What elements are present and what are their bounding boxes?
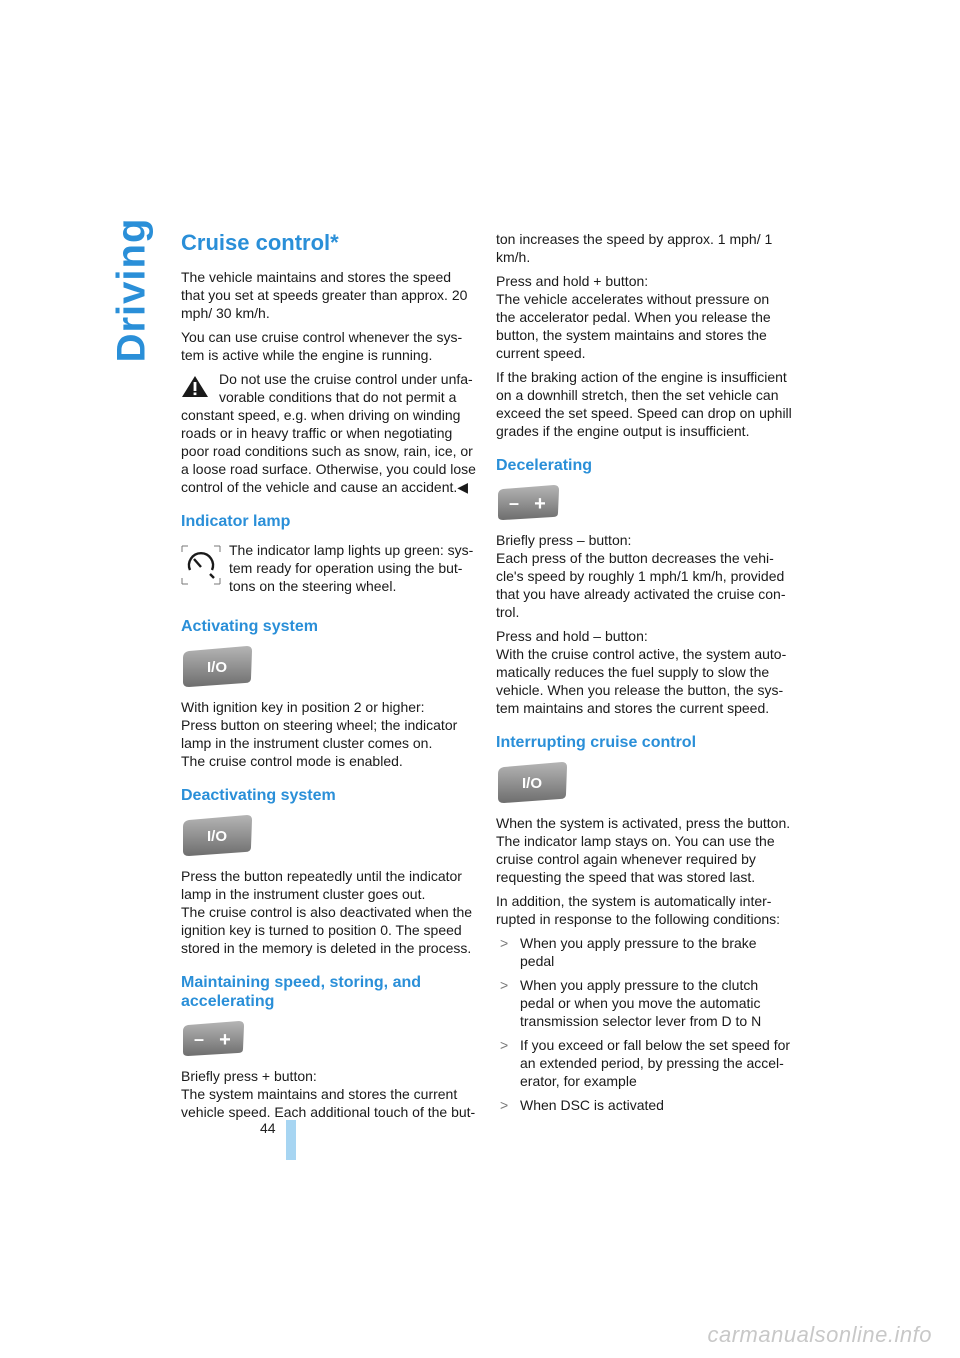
io-button-label: I/O — [521, 775, 543, 792]
deactivating-line-1: Press the button repeatedly until the indicator lamp in the instrument cluster goes out. — [181, 868, 462, 902]
right-column — [496, 230, 792, 1120]
hold-plus-line-1: Press and hold + button: — [496, 273, 649, 289]
activating-text — [181, 698, 477, 770]
minus-label: – — [193, 1029, 205, 1049]
warning-triangle-icon — [181, 374, 209, 398]
interrupt-text — [496, 814, 792, 886]
cruise-control-lamp-icon — [181, 545, 221, 585]
warning-note — [181, 370, 477, 496]
left-column — [181, 230, 477, 1127]
io-button-label: I/O — [206, 828, 228, 845]
list-item — [496, 976, 792, 1030]
bullet-marker: > — [500, 977, 509, 993]
interrupt-line-2: The indicator lamp stays on. You can use the cruise control again whenever required by requesting the speed that was stored last. — [496, 833, 775, 885]
braking-text: If the braking action of the engine is insufficient on a downhill stretch, then the set vehicle can exceed the set speed. Speed can drop on uphill grades if the engine output is insufficient. — [496, 369, 792, 439]
continued-text: ton increases the speed by approx. 1 mph/ 1 km/h. — [496, 231, 773, 265]
list-item-text: When you apply pressure to the clutch pedal or when you move the automatic transmission selector lever from D to N — [520, 977, 762, 1029]
decelerating-heading: Decelerating — [496, 457, 593, 474]
plus-minus-button-image — [496, 485, 560, 521]
hold-plus-text — [496, 272, 792, 362]
bullet-marker: > — [500, 1097, 509, 1113]
hold-minus-line-1: Press and hold – button: — [496, 628, 648, 644]
intro-paragraph-2: You can use cruise control whenever the sys- tem is active while the engine is running. — [181, 329, 463, 363]
interrupt-conditions-list — [496, 934, 792, 1114]
deactivating-text — [181, 867, 477, 957]
chapter-title — [109, 217, 154, 363]
io-button-image — [181, 646, 253, 688]
warning-text: Do not use the cruise control under unfa- vorable conditions that do not permit a constant speed, e.g. when driving on winding roads or in heavy traffic or when negotiating poor road conditions such as snow, rain, ice, or a loose road surface. Otherwise, you could lose control of the vehicle and cause an accident.◀ — [181, 371, 476, 495]
interrupting-heading: Interrupting cruise control — [496, 734, 697, 751]
activating-line-1: With ignition key in position 2 or higher: — [181, 699, 425, 715]
section-title: Cruise control* — [181, 230, 339, 255]
auto-interrupt-text: In addition, the system is automatically inter- rupted in response to the following conditions: — [496, 893, 781, 927]
page-number: 44 — [260, 1120, 276, 1136]
io-button-label: I/O — [206, 659, 228, 676]
hold-minus-text — [496, 627, 792, 717]
maintaining-text — [181, 1067, 477, 1121]
list-item — [496, 1036, 792, 1090]
page-number-bar — [286, 1120, 296, 1160]
maintaining-heading: Maintaining speed, storing, and accelerating — [181, 974, 422, 1010]
indicator-lamp-block — [181, 541, 477, 601]
interrupt-line-1: When the system is activated, press the button. — [496, 815, 791, 831]
activating-line-2: Press button on steering wheel; the indicator lamp in the instrument cluster comes on. — [181, 717, 458, 751]
io-button-image — [496, 762, 568, 804]
list-item-text: When DSC is activated — [520, 1097, 664, 1113]
list-item-text: If you exceed or fall below the set speed for an extended period, by pressing the accel- erator, for example — [520, 1037, 791, 1089]
activating-heading: Activating system — [181, 618, 318, 635]
minus-label: – — [508, 493, 520, 513]
indicator-lamp-heading: Indicator lamp — [181, 513, 291, 530]
plus-label: + — [534, 493, 546, 515]
maintaining-line-2: The system maintains and stores the current vehicle speed. Each additional touch of the but- — [181, 1086, 476, 1120]
deactivating-heading: Deactivating system — [181, 787, 336, 804]
maintaining-line-1: Briefly press + button: — [181, 1068, 317, 1084]
bullet-marker: > — [500, 1037, 509, 1053]
plus-minus-button-image — [181, 1021, 245, 1057]
list-item — [496, 934, 792, 970]
brief-minus-line-2: Each press of the button decreases the vehi- cle's speed by roughly 1 mph/1 km/h, provided that you have already activated the cruise con- trol. — [496, 550, 786, 620]
activating-line-3: The cruise control mode is enabled. — [181, 753, 403, 769]
brief-minus-line-1: Briefly press – button: — [496, 532, 632, 548]
intro-paragraph: The vehicle maintains and stores the speed that you set at speeds greater than approx. 20 mph/ 30 km/h. — [181, 269, 468, 321]
hold-plus-line-2: The vehicle accelerates without pressure on the accelerator pedal. When you release the button, the system maintains and stores the current speed. — [496, 291, 771, 361]
list-item-text: When you apply pressure to the brake pedal — [520, 935, 757, 969]
hold-minus-line-2: With the cruise control active, the system auto- matically reduces the fuel supply to slow the vehicle. When you release the button, the sys- tem maintains and stores the current speed. — [496, 646, 787, 716]
io-button-image — [181, 815, 253, 857]
bullet-marker: > — [500, 935, 509, 951]
watermark: carmanualsonline.info — [707, 1322, 932, 1347]
chapter-title-text: Driving — [109, 217, 154, 363]
indicator-lamp-text: The indicator lamp lights up green: sys- tem ready for operation using the but- tons on the steering wheel. — [229, 542, 474, 594]
plus-label: + — [219, 1029, 231, 1051]
deactivating-line-2: The cruise control is also deactivated when the ignition key is turned to position 0. The speed stored in the memory is deleted in the process. — [181, 904, 473, 956]
brief-minus-text — [496, 531, 792, 621]
list-item — [496, 1096, 792, 1114]
